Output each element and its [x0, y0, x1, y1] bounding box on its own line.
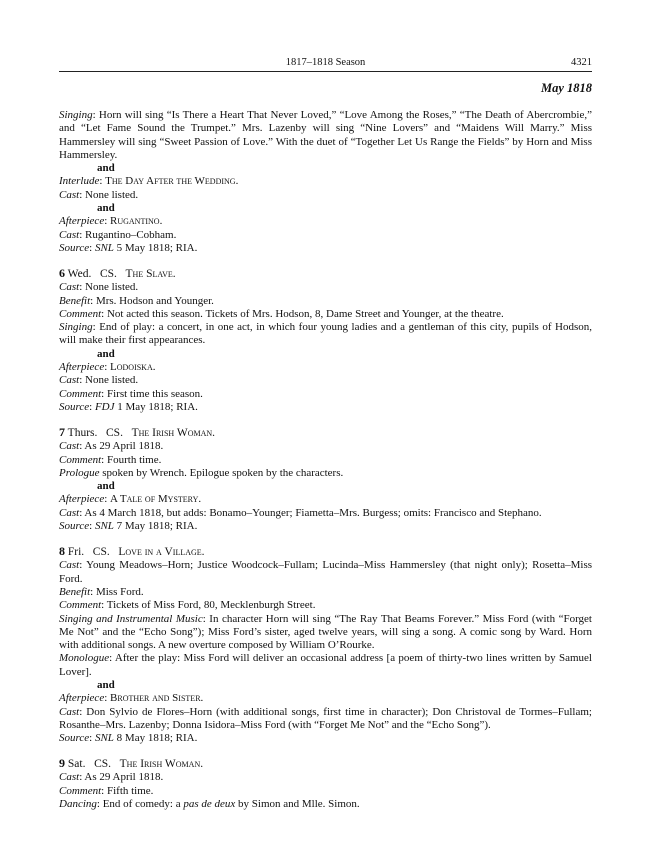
source-text: 5 May 1818; RIA. — [113, 241, 198, 254]
separator: : — [89, 400, 95, 413]
weekday-theatre: Fri. CS. — [65, 546, 119, 559]
cast-line — [59, 559, 592, 586]
comment-text: : Not acted this season. Tickets of Mrs. Hodson, 8, Dame Street and Younger, at the theatre. — [101, 307, 504, 320]
source-text: 8 May 1818; RIA. — [113, 732, 198, 745]
singing-label: Singing — [59, 321, 93, 334]
interlude-line — [59, 175, 592, 188]
day-number: 7 — [59, 425, 65, 440]
interlude-label: Interlude — [59, 175, 100, 188]
play-title: Love in a Village. — [118, 546, 205, 559]
singing-text: : Horn will sing “Is There a Heart That Never Loved,” “Love Among the Roses,” “The Death of Abercrombie,” and “Let Fame Sound the Trumpet.” Mrs. Lazenby will sing “Nine Lovers” and “Maidens Will Marry.” Miss Hammersley will sing “Sweet Passion of Love.” With the duet of “Together Let Us Range the Fields” by Horn and Miss Hammersley. — [59, 109, 592, 161]
source-text: 1 May 1818; RIA. — [114, 400, 198, 413]
source-label: Source — [59, 520, 90, 533]
cast-line — [59, 281, 592, 294]
weekday-theatre: Thurs. CS. — [65, 427, 132, 440]
comment-line — [59, 454, 592, 467]
page-number: 4321 — [571, 57, 592, 68]
monologue-line — [59, 652, 592, 679]
and-connector: and — [97, 678, 115, 691]
cast-label: Cast — [59, 771, 80, 784]
season-title: 1817–1818 Season — [285, 57, 366, 68]
comment-text: : Tickets of Miss Ford, 80, Mecklenburgh Street. — [101, 599, 316, 612]
play-title: The Irish Woman. — [119, 758, 204, 771]
benefit-line — [59, 586, 592, 599]
day-number: 8 — [59, 544, 65, 559]
dancing-line — [59, 798, 592, 811]
dancing-label: Dancing — [59, 798, 97, 811]
afterpiece-line — [59, 361, 592, 374]
afterpiece-title: A Tale of Mystery. — [110, 493, 202, 506]
cast-line — [59, 507, 592, 520]
source-label: Source — [59, 241, 90, 254]
entry-dateline — [59, 266, 592, 281]
prologue-label: Prologue — [59, 466, 100, 479]
entry-day-9 — [59, 756, 592, 811]
singing-text: : In character Horn will sing “The Ray That Beams Forever.” Miss Ford (with “Forget Me Not” and the “Echo Song”); Miss Ford’s sister, aged twelve years, will sing a song. A comic song by Ward. Horn with additional songs. A new overture composed by William O’Rourke. — [59, 612, 592, 652]
entry-day-6 — [59, 266, 592, 414]
cast-text: : None listed. — [79, 281, 139, 294]
prologue-text: spoken by Wrench. Epilogue spoken by the characters. — [99, 466, 344, 479]
weekday-theatre: Wed. CS. — [65, 268, 126, 281]
comment-text: : First time this season. — [101, 387, 203, 400]
cast-label: Cast — [59, 281, 80, 294]
cast-label: Cast — [59, 559, 80, 572]
day-number: 9 — [59, 756, 65, 771]
month-heading: May 1818 — [540, 81, 592, 95]
source-line — [59, 520, 592, 533]
separator: : — [104, 692, 111, 705]
afterpiece-title: Brother and Sister. — [110, 692, 204, 705]
source-paper: FDJ — [94, 400, 115, 413]
source-text: 7 May 1818; RIA. — [113, 520, 198, 533]
source-line — [59, 732, 592, 745]
separator: : — [89, 732, 95, 745]
afterpiece-label: Afterpiece — [59, 361, 105, 374]
comment-label: Comment — [59, 453, 102, 466]
comment-text: : Fifth time. — [101, 784, 154, 797]
cast-label: Cast — [59, 228, 80, 241]
cast-line — [59, 440, 592, 453]
cast-text: : As 29 April 1818. — [79, 771, 164, 784]
cast-line — [59, 229, 592, 242]
entry-day-8 — [59, 544, 592, 745]
benefit-label: Benefit — [59, 585, 91, 598]
document-page — [59, 56, 592, 822]
comment-line — [59, 388, 592, 401]
and-connector: and — [97, 162, 115, 175]
separator: : — [89, 520, 95, 533]
cast-line — [59, 771, 592, 784]
play-title: The Slave. — [125, 268, 176, 281]
comment-label: Comment — [59, 599, 102, 612]
afterpiece-label: Afterpiece — [59, 215, 105, 228]
interlude-title: The Day After the Wedding. — [105, 175, 239, 188]
play-title: The Irish Woman. — [131, 427, 216, 440]
source-line — [59, 242, 592, 255]
cast-text: : Don Sylvio de Flores–Horn (with additional songs, first time in character); Don Christoval de Tormes–Fullam; Rosanthe–Mrs. Lazenby; Donna Isidora–Miss Ford (with “Forget Me Not” and the “Echo Song”). — [59, 705, 592, 731]
dancing-text: : End of comedy: a — [96, 798, 184, 811]
benefit-label: Benefit — [59, 294, 91, 307]
prologue-line — [59, 467, 592, 480]
separator: : — [104, 493, 111, 506]
comment-label: Comment — [59, 307, 102, 320]
afterpiece-title: Lodoiska. — [110, 361, 156, 374]
separator: : — [104, 215, 111, 228]
cast-label: Cast — [59, 705, 80, 718]
entry-carry-over — [59, 109, 592, 255]
cast-label: Cast — [59, 506, 80, 519]
comment-text: : Fourth time. — [101, 453, 162, 466]
monologue-text: : After the play: Miss Ford will deliver an occasional address [a poem of thirty-two lines written by Samuel Lover]. — [59, 652, 592, 678]
benefit-text: : Mrs. Hodson and Younger. — [90, 294, 214, 307]
source-paper: SNL — [94, 732, 114, 745]
cast-label: Cast — [59, 440, 80, 453]
comment-line — [59, 308, 592, 321]
separator: : — [104, 361, 111, 374]
afterpiece-label: Afterpiece — [59, 692, 105, 705]
cast-text: : As 29 April 1818. — [79, 440, 164, 453]
comment-label: Comment — [59, 387, 102, 400]
cast-label: Cast — [59, 188, 80, 201]
singing-line — [59, 613, 592, 653]
afterpiece-line — [59, 215, 592, 228]
separator: : — [99, 175, 106, 188]
afterpiece-line — [59, 692, 592, 705]
entry-dateline — [59, 425, 592, 440]
and-connector: and — [97, 480, 115, 493]
cast-text: : None listed. — [79, 374, 139, 387]
benefit-text: : Miss Ford. — [90, 585, 144, 598]
entry-dateline — [59, 756, 592, 771]
and-connector: and — [97, 347, 115, 360]
comment-label: Comment — [59, 784, 102, 797]
afterpiece-line — [59, 493, 592, 506]
source-paper: SNL — [94, 241, 114, 254]
source-paper: SNL — [94, 520, 114, 533]
singing-line — [59, 109, 592, 162]
source-label: Source — [59, 732, 90, 745]
source-line — [59, 401, 592, 414]
afterpiece-label: Afterpiece — [59, 493, 105, 506]
comment-line — [59, 599, 592, 612]
dance-term: pas de deux — [183, 798, 236, 811]
benefit-line — [59, 295, 592, 308]
running-header — [59, 56, 592, 72]
cast-line — [59, 374, 592, 387]
singing-line — [59, 321, 592, 348]
cast-text: : None listed. — [79, 188, 139, 201]
entry-dateline — [59, 544, 592, 559]
singing-text: : End of play: a concert, in one act, in which four young ladies and a gentleman of this city, pupils of Hodson, will make their first appearances. — [59, 321, 592, 347]
cast-label: Cast — [59, 374, 80, 387]
weekday-theatre: Sat. CS. — [65, 758, 120, 771]
afterpiece-title: Rugantino. — [110, 215, 163, 228]
cast-text: : Rugantino–Cobham. — [79, 228, 177, 241]
cast-line — [59, 189, 592, 202]
cast-text: : As 4 March 1818, but adds: Bonamo–Younger; Fiametta–Mrs. Burgess; omits: Francisco and Stephano. — [79, 506, 542, 519]
comment-line — [59, 785, 592, 798]
cast-text: : Young Meadows–Horn; Justice Woodcock–Fullam; Lucinda–Miss Hammersley (that night only); Rosetta–Miss Ford. — [59, 559, 592, 585]
day-number: 6 — [59, 266, 65, 281]
monologue-label: Monologue — [59, 652, 110, 665]
separator: : — [89, 241, 95, 254]
source-label: Source — [59, 400, 90, 413]
dancing-text-end: by Simon and Mlle. Simon. — [235, 798, 360, 811]
and-connector: and — [97, 202, 115, 215]
singing-label: Singing and Instrumental Music — [59, 612, 203, 625]
singing-label: Singing — [59, 109, 93, 121]
entry-day-7 — [59, 425, 592, 533]
cast-line — [59, 706, 592, 733]
